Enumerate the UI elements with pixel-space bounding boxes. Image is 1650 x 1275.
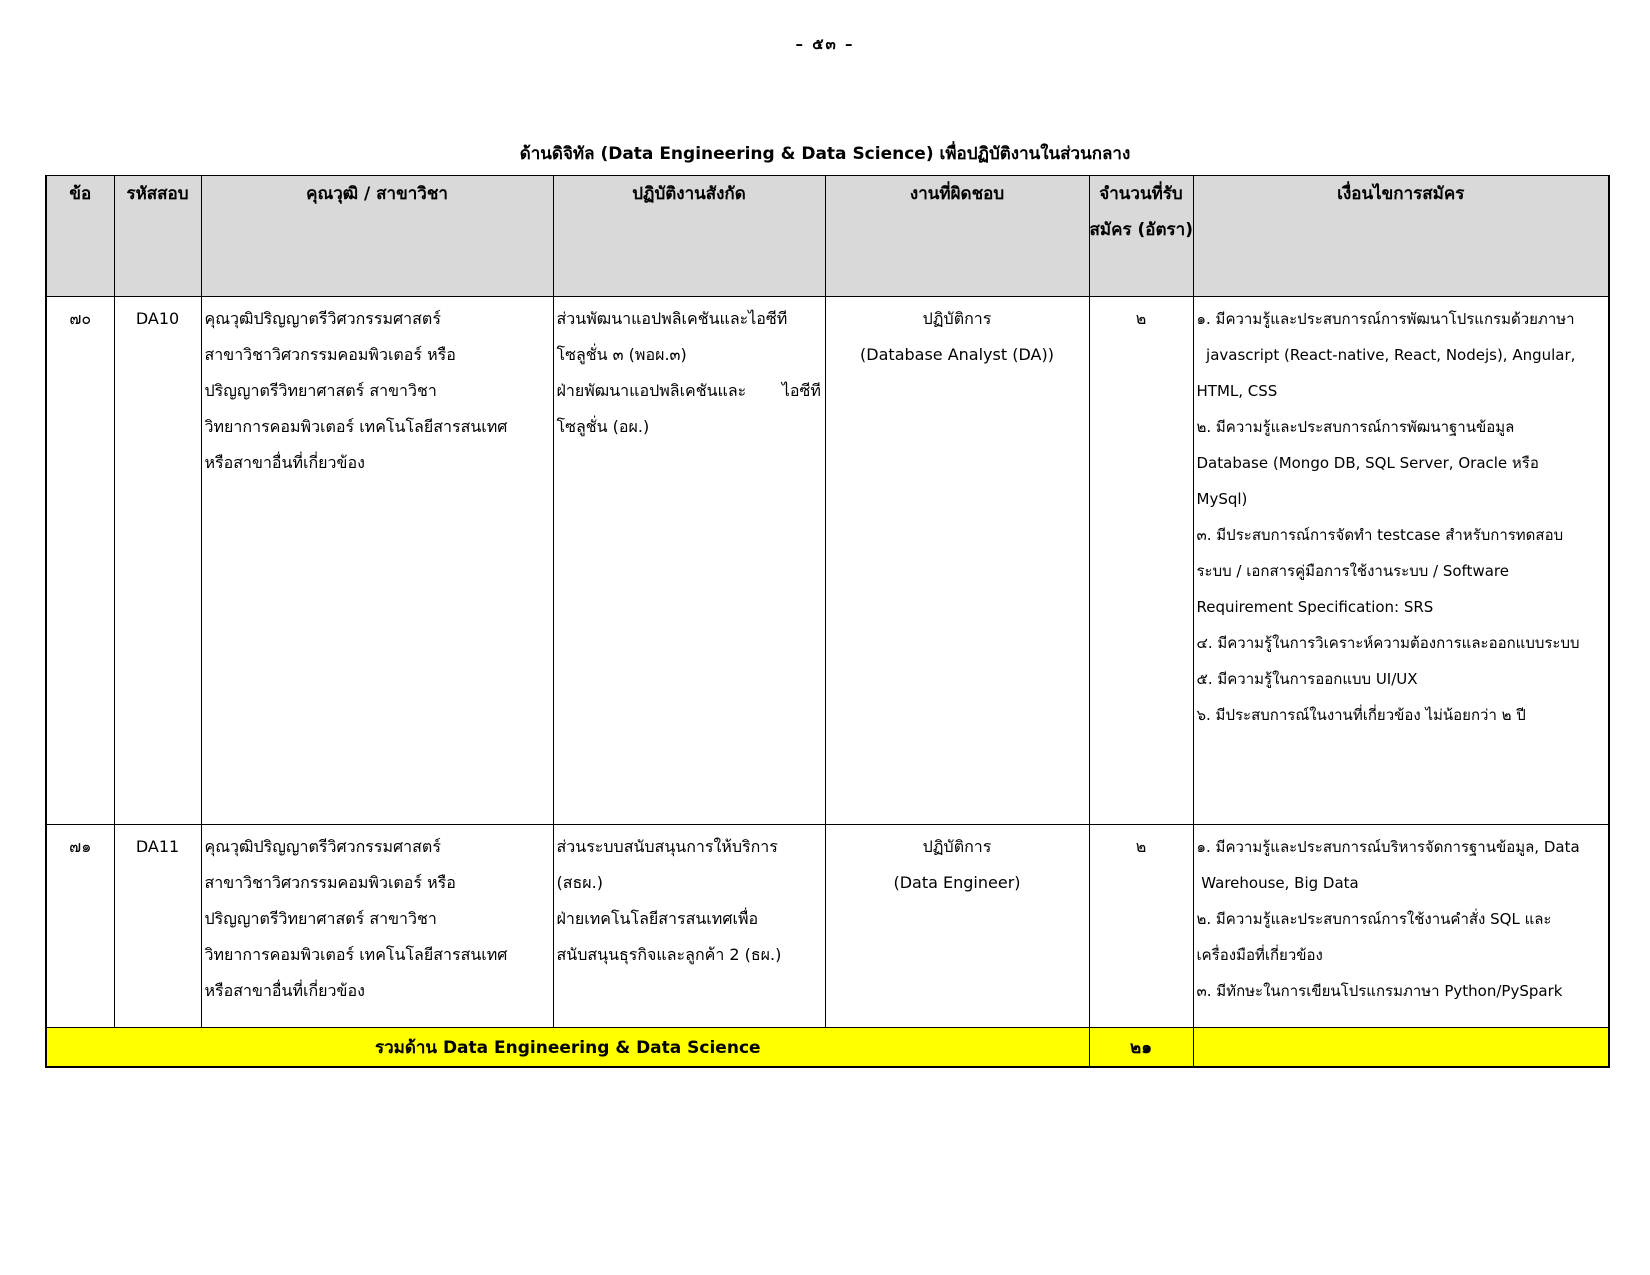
positions-table <box>45 175 1610 1068</box>
condition-line: Database (Mongo DB, SQL Server, Oracle หรือ <box>1196 454 1539 472</box>
qualification-line: หรือสาขาอื่นที่เกี่ยวข้อง <box>204 453 365 472</box>
row-conditions-cell <box>1193 297 1609 825</box>
total-label: รวมด้าน Data Engineering & Data Science <box>46 1028 1089 1068</box>
header-count-line1: จำนวนที่รับ <box>1099 184 1183 204</box>
row-no: ๗๑ <box>69 837 92 856</box>
header-code: รหัสสอบ <box>114 176 201 297</box>
qualification-line: คุณวุฒิปริญญาตรีวิศวกรรมศาสตร์ <box>204 309 441 328</box>
row-unit-cell <box>553 297 825 825</box>
condition-line: ๓. มีทักษะในการเขียนโปรแกรมภาษา Python/PySpark <box>1196 982 1563 1000</box>
row-duty-cell <box>825 825 1089 1028</box>
header-count-line2: สมัคร (อัตรา) <box>1089 220 1193 240</box>
row-unit-cell <box>553 825 825 1028</box>
condition-line: ๑. มีความรู้และประสบการณ์บริหารจัดการฐานข้อมูล, Data <box>1196 838 1580 856</box>
duty-line: ปฏิบัติการ <box>922 837 992 856</box>
row-qualification-cell <box>201 297 553 825</box>
unit-line: ฝ่ายเทคโนโลยีสารสนเทศเพื่อ <box>556 909 759 928</box>
qualification-line: ปริญญาตรีวิทยาศาสตร์ สาขาวิชา <box>204 909 437 928</box>
total-count: ๒๑ <box>1089 1028 1193 1068</box>
page-title: ด้านดิจิทัล (Data Engineering & Data Science) เพื่อปฏิบัติงานในส่วนกลาง <box>519 144 1131 164</box>
condition-line: HTML, CSS <box>1196 382 1278 400</box>
duty-line: (Database Analyst (DA)) <box>860 345 1054 364</box>
header-qualification: คุณวุฒิ / สาขาวิชา <box>201 176 553 297</box>
row-no-cell <box>46 825 114 1028</box>
unit-line: ฝ่ายพัฒนาแอปพลิเคชันและ ไอซีที <box>556 381 821 400</box>
total-row <box>46 1028 1609 1068</box>
condition-line: javascript (React-native, React, Nodejs), Angular, <box>1196 346 1576 364</box>
condition-line: เครื่องมือที่เกี่ยวข้อง <box>1196 946 1323 964</box>
row-count-cell <box>1089 297 1193 825</box>
qualification-line: สาขาวิชาวิศวกรรมคอมพิวเตอร์ หรือ <box>204 873 456 892</box>
condition-line: ๓. มีประสบการณ์การจัดทำ testcase สำหรับการทดสอบ <box>1196 526 1564 544</box>
row-code-cell <box>114 297 201 825</box>
condition-line: ๑. มีความรู้และประสบการณ์การพัฒนาโปรแกรมด้วยภาษา <box>1196 310 1575 328</box>
table-row <box>46 825 1609 1028</box>
qualification-line: คุณวุฒิปริญญาตรีวิศวกรรมศาสตร์ <box>204 837 441 856</box>
row-no-cell <box>46 297 114 825</box>
qualification-line: สาขาวิชาวิศวกรรมคอมพิวเตอร์ หรือ <box>204 345 456 364</box>
row-count-cell <box>1089 825 1193 1028</box>
condition-line: ๔. มีความรู้ในการวิเคราะห์ความต้องการและออกแบบระบบ <box>1196 634 1580 652</box>
row-qualification-cell <box>201 825 553 1028</box>
header-conditions: เงื่อนไขการสมัคร <box>1193 176 1609 297</box>
qualification-line: วิทยาการคอมพิวเตอร์ เทคโนโลยีสารสนเทศ <box>204 945 508 964</box>
row-count: ๒ <box>1135 309 1147 328</box>
condition-line: Warehouse, Big Data <box>1196 874 1359 892</box>
unit-line: โซลูชั่น (อผ.) <box>556 417 650 436</box>
condition-line: MySql) <box>1196 490 1248 508</box>
qualification-line: วิทยาการคอมพิวเตอร์ เทคโนโลยีสารสนเทศ <box>204 417 508 436</box>
header-unit: ปฏิบัติงานสังกัด <box>553 176 825 297</box>
row-count: ๒ <box>1135 837 1147 856</box>
header-duty: งานที่ผิดชอบ <box>825 176 1089 297</box>
duty-line: ปฏิบัติการ <box>922 309 992 328</box>
header-no: ข้อ <box>46 176 114 297</box>
condition-line: ระบบ / เอกสารคู่มือการใช้งานระบบ / Software <box>1196 562 1509 580</box>
condition-line: ๒. มีความรู้และประสบการณ์การใช้งานคำสั่ง SQL และ <box>1196 910 1552 928</box>
row-code: DA11 <box>135 837 180 856</box>
header-count <box>1089 176 1193 297</box>
table-header-row <box>46 176 1609 297</box>
condition-line: ๕. มีความรู้ในการออกแบบ UI/UX <box>1196 670 1418 688</box>
unit-line: (สธผ.) <box>556 873 603 892</box>
condition-line: Requirement Specification: SRS <box>1196 598 1434 616</box>
condition-line: ๒. มีความรู้และประสบการณ์การพัฒนาฐานข้อมูล <box>1196 418 1515 436</box>
row-code: DA10 <box>135 309 180 328</box>
page-number: – ๕๓ – <box>795 35 855 53</box>
unit-line: โซลูชั่น ๓ (พอผ.๓) <box>556 345 687 364</box>
table-row <box>46 297 1609 825</box>
row-conditions-cell <box>1193 825 1609 1028</box>
row-no: ๗๐ <box>69 309 92 328</box>
duty-line: (Data Engineer) <box>893 873 1021 892</box>
unit-line: ส่วนพัฒนาแอปพลิเคชันและไอซีที <box>556 309 788 328</box>
row-code-cell <box>114 825 201 1028</box>
total-empty-cell <box>1193 1028 1609 1068</box>
qualification-line: ปริญญาตรีวิทยาศาสตร์ สาขาวิชา <box>204 381 437 400</box>
unit-line: สนับสนุนธุรกิจและลูกค้า 2 (ธผ.) <box>556 945 782 964</box>
qualification-line: หรือสาขาอื่นที่เกี่ยวข้อง <box>204 981 365 1000</box>
row-duty-cell <box>825 297 1089 825</box>
unit-line: ส่วนระบบสนับสนุนการให้บริการ <box>556 837 778 856</box>
condition-line: ๖. มีประสบการณ์ในงานที่เกี่ยวข้อง ไม่น้อยกว่า ๒ ปี <box>1196 706 1526 724</box>
